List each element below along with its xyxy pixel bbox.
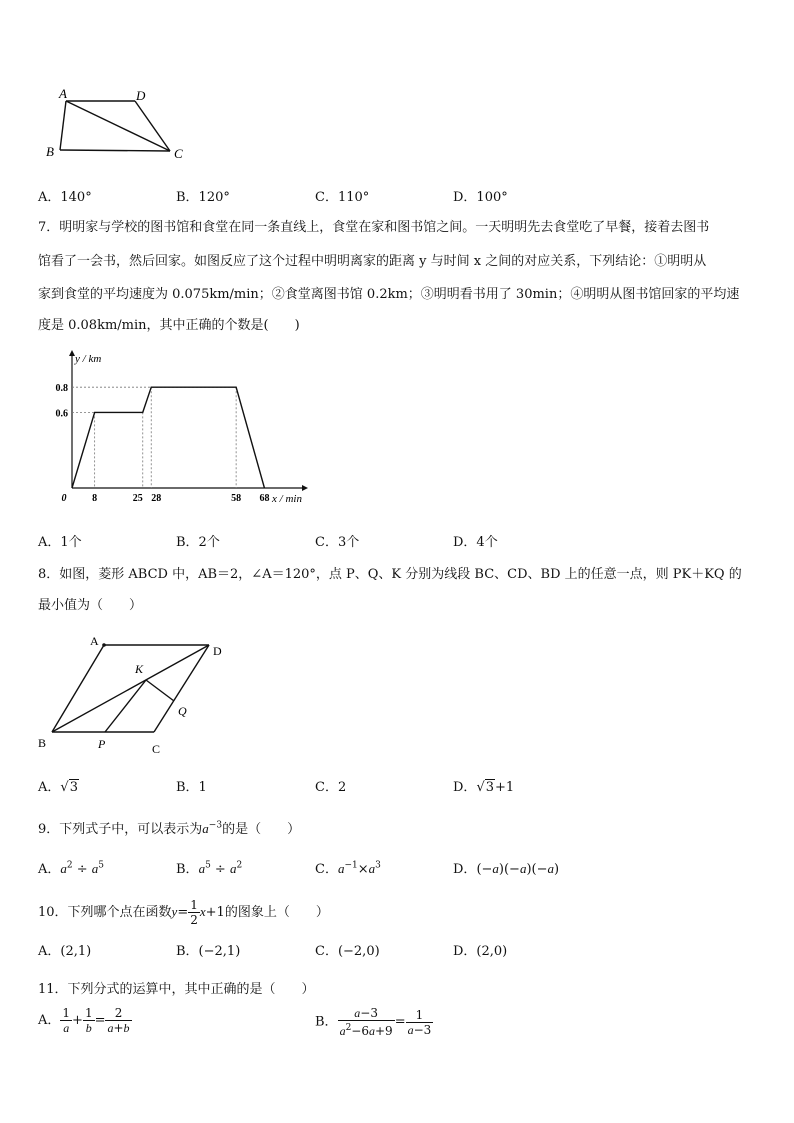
x-axis-label: x / min <box>272 493 302 505</box>
q7-option-d[interactable]: D．4个 <box>453 535 498 550</box>
q6-option-c[interactable]: C．110° <box>315 190 370 205</box>
q11-option-a[interactable]: A． $\frac{1}{a}$ + $\frac{1}{b}$ = $\frac{2}{a+b}$ <box>38 1006 130 1035</box>
q8-option-c[interactable]: C．2 <box>315 780 347 795</box>
rhombus-label-P: P <box>98 737 106 751</box>
q6-option-d[interactable]: D．100° <box>453 190 508 205</box>
q7-option-b[interactable]: B．2个 <box>176 535 220 550</box>
q10-option-b[interactable]: B．(−2,1) <box>176 944 241 959</box>
sqrt-3: √3 <box>60 780 78 795</box>
x-tick-28: 28 <box>151 493 162 504</box>
q10-option-a[interactable]: A．(2,1) <box>38 944 92 959</box>
q7-line-3: 家到食堂的平均速度为 0.075km/min；②食堂离图书馆 0.2km；③明明看书用了 30min；④明明从图书馆回家的平均速 <box>38 287 740 302</box>
q9-option-d[interactable]: D．(−a)(−a)(−a) <box>453 861 560 877</box>
q7-option-c[interactable]: C．3个 <box>315 535 360 550</box>
rhombus-label-Q: Q <box>178 704 187 718</box>
q8-line-1: 8．如图，菱形 ABCD 中，AB＝2，∠A＝120°，点 P、Q、K 分别为线段 BC、CD、BD 上的任意一点，则 PK＋KQ 的 <box>38 567 742 582</box>
q7-line-4: 度是 0.08km/min，其中正确的个数是( ) <box>38 318 300 333</box>
distance-time-chart <box>40 348 330 510</box>
q10-option-d[interactable]: D．(2,0) <box>453 944 508 959</box>
q9-option-b[interactable]: B．$a^5 \div a^2$ <box>176 860 243 877</box>
q11-option-b[interactable]: B． $\frac{a-3}{a^2-6a+9}$ = $\frac{1}{a-3}$ <box>315 1006 432 1038</box>
q8-option-d-label: D． <box>453 780 477 795</box>
q7-line-2: 馆看了一会书，然后回家。如图反应了这个过程中明明离家的距离 y 与时间 x 之间的对应关系，下列结论：①明明从 <box>38 254 707 269</box>
q8-option-b[interactable]: B．1 <box>176 780 207 795</box>
rhombus-label-A: A <box>90 634 99 648</box>
q11-stem: 11．下列分式的运算中，其中正确的是（ ） <box>38 982 315 997</box>
rhombus-label-D: D <box>213 644 222 658</box>
x-tick-68: 68 <box>259 493 270 504</box>
rhombus-label-K: K <box>135 662 144 676</box>
series-line <box>72 387 264 488</box>
sqrt-3-plus-1: √3 <box>476 780 495 795</box>
rhombus-label-C: C <box>152 742 161 756</box>
y-tick-0.6: 0.6 <box>55 408 68 420</box>
label-A: A <box>59 86 67 101</box>
q9-option-a[interactable]: A．$a^2 \div a^5$ <box>38 860 105 877</box>
q9-stem: 9．下列式子中，可以表示为$a^{-3}$的是（ ） <box>38 820 301 837</box>
q10-option-c[interactable]: C．(−2,0) <box>315 944 380 959</box>
q6-option-a[interactable]: A．140° <box>38 190 92 205</box>
q9-option-c[interactable]: C．$a^{-1}\times a^3$ <box>315 860 381 877</box>
q8-line-2: 最小值为（ ） <box>38 598 143 613</box>
rhombus-figure <box>34 628 244 758</box>
q7-option-a[interactable]: A．1个 <box>38 535 82 550</box>
rhombus-label-B: B <box>38 736 47 750</box>
q8-option-a[interactable] <box>38 776 79 795</box>
label-B: B <box>46 144 54 159</box>
q7-line-1: 7．明明家与学校的图书馆和食堂在同一条直线上，食堂在家和图书馆之间。一天明明先去食堂吃了早餐，接着去图书 <box>38 220 710 235</box>
q8-option-d[interactable]: D．√3+1 <box>453 780 515 795</box>
x-tick-0: 0 <box>61 493 67 504</box>
x-axis-arrow <box>302 485 308 491</box>
y-axis-label: y / km <box>75 353 102 365</box>
q10-stem: 10．下列哪个点在函数y= $\frac{1}{2}$ x+1的图象上（ ） <box>38 898 329 927</box>
x-tick-8: 8 <box>92 493 98 504</box>
q8-option-a-label: A． <box>38 780 61 795</box>
y-tick-0.8: 0.8 <box>55 383 68 395</box>
x-tick-58: 58 <box>231 493 242 504</box>
trapezoid-figure <box>40 82 200 164</box>
q6-option-b[interactable]: B．120° <box>176 190 230 205</box>
x-tick-25: 25 <box>132 493 143 504</box>
label-C: C <box>174 146 183 161</box>
label-D: D <box>136 88 146 103</box>
